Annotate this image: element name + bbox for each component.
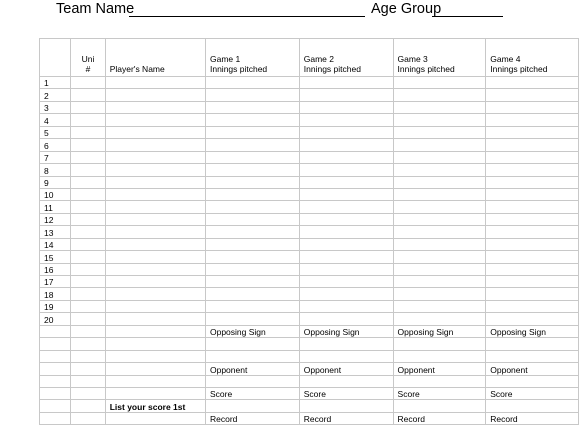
game-1-innings-cell[interactable]: [205, 89, 299, 101]
player-name-cell[interactable]: [105, 77, 205, 89]
game-4-innings-cell[interactable]: [486, 238, 579, 250]
table-row: [40, 77, 579, 89]
row-number: 19: [40, 300, 71, 312]
game-3-innings-cell[interactable]: [393, 313, 486, 325]
game-1-innings-cell[interactable]: [205, 139, 299, 151]
record-row: [40, 412, 579, 424]
game-4-innings-cell[interactable]: [486, 77, 579, 89]
row-number: 7: [40, 151, 71, 163]
table-row: [40, 213, 579, 225]
table-row: [40, 226, 579, 238]
row-number: 15: [40, 251, 71, 263]
game-2-innings-cell[interactable]: [299, 126, 393, 138]
game-3-innings-cell[interactable]: [393, 288, 486, 300]
game-2-innings-cell[interactable]: [299, 151, 393, 163]
game-2-opponent-label: Opponent: [299, 363, 393, 375]
game-3-entry-cell[interactable]: [393, 375, 486, 387]
game-1-opponent-label: Opponent: [205, 363, 299, 375]
game-2-innings-cell[interactable]: [299, 226, 393, 238]
empty-cell: [105, 375, 205, 387]
game-2-title: Game 2: [303, 54, 335, 64]
empty-cell: [71, 338, 105, 350]
game-1-innings-cell[interactable]: [205, 188, 299, 200]
uni-number-cell[interactable]: [71, 77, 105, 89]
game-4-innings-cell[interactable]: [486, 139, 579, 151]
game-2-innings-cell[interactable]: [299, 201, 393, 213]
empty-cell: [71, 325, 105, 337]
table-row: [40, 164, 579, 176]
empty-cell: [71, 375, 105, 387]
table-row: [40, 300, 579, 312]
game-4-innings-cell[interactable]: [486, 288, 579, 300]
empty-cell: [40, 350, 71, 362]
uni-column-header: Uni #: [71, 39, 105, 77]
game-3-column-header: [393, 39, 486, 77]
game-4-entry-cell[interactable]: [486, 400, 579, 412]
game-2-innings-cell[interactable]: [299, 251, 393, 263]
game-2-opposing-sign-label: Opposing Sign: [299, 325, 393, 337]
row-number: 4: [40, 114, 71, 126]
player-name-cell[interactable]: [105, 213, 205, 225]
uni-number-cell[interactable]: [71, 313, 105, 325]
empty-cell: [71, 350, 105, 362]
game-2-innings-cell[interactable]: [299, 114, 393, 126]
game-2-record-label: Record: [299, 412, 393, 424]
game-2-innings-cell[interactable]: [299, 213, 393, 225]
empty-cell: [71, 363, 105, 375]
game-4-innings-cell[interactable]: [486, 213, 579, 225]
player-name-cell[interactable]: [105, 126, 205, 138]
game-4-innings-cell[interactable]: [486, 89, 579, 101]
game-2-innings-cell[interactable]: [299, 263, 393, 275]
game-2-innings-cell[interactable]: [299, 176, 393, 188]
game-3-entry-cell[interactable]: [393, 350, 486, 362]
row-number: 9: [40, 176, 71, 188]
uni-number-cell[interactable]: [71, 176, 105, 188]
game-3-innings-cell[interactable]: [393, 77, 486, 89]
opponent-row: [40, 363, 579, 375]
form-header: [0, 0, 580, 24]
row-number: 10: [40, 188, 71, 200]
empty-cell: [40, 400, 71, 412]
empty-cell: [40, 363, 71, 375]
game-2-score-label: Score: [299, 387, 393, 399]
game-4-title: Game 4: [490, 54, 521, 64]
game-1-opposing-sign-label: Opposing Sign: [205, 325, 299, 337]
game-1-entry-cell[interactable]: [205, 375, 299, 387]
empty-cell: [40, 412, 71, 424]
uni-number-cell[interactable]: [71, 126, 105, 138]
game-3-innings-cell[interactable]: [393, 188, 486, 200]
empty-cell: [71, 387, 105, 399]
age-group-label: Age Group: [371, 1, 442, 17]
game-3-innings-cell[interactable]: [393, 126, 486, 138]
game-4-innings-cell[interactable]: [486, 126, 579, 138]
game-1-title: Game 1: [209, 54, 241, 64]
game-1-entry-cell[interactable]: [205, 400, 299, 412]
row-number: 1: [40, 77, 71, 89]
table-row: [40, 139, 579, 151]
uni-number-cell[interactable]: [71, 164, 105, 176]
game-2-innings-cell[interactable]: [299, 238, 393, 250]
player-name-cell[interactable]: [105, 238, 205, 250]
game-2-innings-cell[interactable]: [299, 139, 393, 151]
table-row: [40, 313, 579, 325]
list-score-note: List your score 1st: [105, 400, 205, 412]
game-1-score-label: Score: [205, 387, 299, 399]
empty-cell: [105, 363, 205, 375]
uni-number-cell[interactable]: [71, 151, 105, 163]
player-name-cell[interactable]: [105, 176, 205, 188]
game-3-score-label: Score: [393, 387, 486, 399]
uni-number-cell[interactable]: [71, 188, 105, 200]
game-3-entry-cell[interactable]: [393, 400, 486, 412]
game-1-innings-cell[interactable]: [205, 164, 299, 176]
game-1-subtitle: Innings pitched: [209, 64, 268, 74]
row-number: 2: [40, 89, 71, 101]
table-row: [40, 288, 579, 300]
opponent-entry-row: [40, 375, 579, 387]
uni-number-cell[interactable]: [71, 213, 105, 225]
game-1-innings-cell[interactable]: [205, 313, 299, 325]
empty-cell: [40, 338, 71, 350]
row-number: 6: [40, 139, 71, 151]
row-number: 18: [40, 288, 71, 300]
game-4-score-label: Score: [486, 387, 579, 399]
game-4-innings-cell[interactable]: [486, 188, 579, 200]
table-row: [40, 89, 579, 101]
header-row: [40, 39, 579, 77]
game-1-innings-cell[interactable]: [205, 77, 299, 89]
row-number: 14: [40, 238, 71, 250]
player-name-column-header: Player's Name: [105, 39, 205, 77]
player-name-cell[interactable]: [105, 114, 205, 126]
game-2-innings-cell[interactable]: [299, 164, 393, 176]
team-name-label: Team Name: [56, 1, 135, 17]
table-row: [40, 101, 579, 113]
uni-number-cell[interactable]: [71, 101, 105, 113]
game-2-entry-cell[interactable]: [299, 375, 393, 387]
game-4-innings-cell[interactable]: [486, 176, 579, 188]
game-3-innings-cell[interactable]: [393, 101, 486, 113]
game-1-innings-cell[interactable]: [205, 114, 299, 126]
player-name-cell[interactable]: [105, 151, 205, 163]
score-row: [40, 387, 579, 399]
game-1-innings-cell[interactable]: [205, 201, 299, 213]
blank-row: [40, 350, 579, 362]
game-2-entry-cell[interactable]: [299, 338, 393, 350]
empty-cell: [71, 412, 105, 424]
table-row: [40, 238, 579, 250]
game-2-column-header: [299, 39, 393, 77]
game-1-innings-cell[interactable]: [205, 300, 299, 312]
empty-cell: [40, 375, 71, 387]
game-4-innings-cell[interactable]: [486, 114, 579, 126]
game-3-title: Game 3: [397, 54, 428, 64]
player-name-cell[interactable]: [105, 300, 205, 312]
row-number: 3: [40, 101, 71, 113]
empty-cell: [40, 325, 71, 337]
game-4-subtitle: Innings pitched: [490, 64, 548, 74]
uni-number-cell[interactable]: [71, 139, 105, 151]
game-2-innings-cell[interactable]: [299, 288, 393, 300]
game-3-innings-cell[interactable]: [393, 176, 486, 188]
game-4-opponent-label: Opponent: [486, 363, 579, 375]
game-4-innings-cell[interactable]: [486, 201, 579, 213]
uni-number-cell[interactable]: [71, 89, 105, 101]
game-4-entry-cell[interactable]: [486, 375, 579, 387]
game-1-entry-cell[interactable]: [205, 338, 299, 350]
player-name-cell[interactable]: [105, 164, 205, 176]
game-1-innings-cell[interactable]: [205, 101, 299, 113]
game-1-record-label: Record: [205, 412, 299, 424]
row-number: 16: [40, 263, 71, 275]
player-name-cell[interactable]: [105, 89, 205, 101]
uni-number-cell[interactable]: [71, 201, 105, 213]
game-3-innings-cell[interactable]: [393, 226, 486, 238]
game-1-innings-cell[interactable]: [205, 288, 299, 300]
player-name-cell[interactable]: [105, 251, 205, 263]
table-row: [40, 276, 579, 288]
empty-cell: [105, 412, 205, 424]
game-3-innings-cell[interactable]: [393, 164, 486, 176]
player-name-cell[interactable]: [105, 263, 205, 275]
uni-number-cell[interactable]: [71, 251, 105, 263]
game-3-entry-cell[interactable]: [393, 338, 486, 350]
game-3-innings-cell[interactable]: [393, 89, 486, 101]
game-4-opposing-sign-label: Opposing Sign: [486, 325, 579, 337]
age-group-field[interactable]: [432, 16, 503, 17]
game-1-entry-cell[interactable]: [205, 350, 299, 362]
empty-cell: [105, 338, 205, 350]
game-4-innings-cell[interactable]: [486, 300, 579, 312]
uni-number-cell[interactable]: [71, 238, 105, 250]
game-2-entry-cell[interactable]: [299, 400, 393, 412]
table-row: [40, 151, 579, 163]
table-row: [40, 251, 579, 263]
team-name-field[interactable]: [129, 16, 365, 17]
opposing-sign-row: [40, 325, 579, 337]
player-name-cell[interactable]: [105, 313, 205, 325]
game-4-entry-cell[interactable]: [486, 338, 579, 350]
game-3-innings-cell[interactable]: [393, 276, 486, 288]
empty-cell: [105, 387, 205, 399]
empty-cell: [105, 325, 205, 337]
empty-cell: [71, 400, 105, 412]
table-row: [40, 188, 579, 200]
player-name-cell[interactable]: [105, 201, 205, 213]
table-row: [40, 201, 579, 213]
row-number: 8: [40, 164, 71, 176]
empty-cell: [105, 350, 205, 362]
game-3-subtitle: Innings pitched: [397, 64, 455, 74]
number-column-header: [40, 39, 71, 77]
game-3-innings-cell[interactable]: [393, 213, 486, 225]
game-4-innings-cell[interactable]: [486, 226, 579, 238]
game-3-record-label: Record: [393, 412, 486, 424]
row-number: 11: [40, 201, 71, 213]
table-row: [40, 114, 579, 126]
row-number: 17: [40, 276, 71, 288]
game-4-innings-cell[interactable]: [486, 263, 579, 275]
game-3-innings-cell[interactable]: [393, 151, 486, 163]
game-1-innings-cell[interactable]: [205, 238, 299, 250]
game-1-innings-cell[interactable]: [205, 213, 299, 225]
game-3-innings-cell[interactable]: [393, 201, 486, 213]
game-2-innings-cell[interactable]: [299, 101, 393, 113]
row-number: 12: [40, 213, 71, 225]
player-name-cell[interactable]: [105, 288, 205, 300]
uni-number-cell[interactable]: [71, 114, 105, 126]
player-name-cell[interactable]: [105, 276, 205, 288]
score-entry-row: [40, 400, 579, 412]
game-3-opposing-sign-label: Opposing Sign: [393, 325, 486, 337]
game-4-innings-cell[interactable]: [486, 276, 579, 288]
player-name-cell[interactable]: [105, 101, 205, 113]
game-4-innings-cell[interactable]: [486, 251, 579, 263]
game-3-opponent-label: Opponent: [393, 363, 486, 375]
game-1-column-header: [205, 39, 299, 77]
game-1-innings-cell[interactable]: [205, 176, 299, 188]
game-3-innings-cell[interactable]: [393, 114, 486, 126]
row-number: 13: [40, 226, 71, 238]
game-2-entry-cell[interactable]: [299, 350, 393, 362]
game-1-innings-cell[interactable]: [205, 276, 299, 288]
table-row: [40, 176, 579, 188]
game-1-innings-cell[interactable]: [205, 251, 299, 263]
game-3-innings-cell[interactable]: [393, 238, 486, 250]
table-row: [40, 263, 579, 275]
pitching-roster-table: [39, 38, 579, 425]
row-number: 5: [40, 126, 71, 138]
game-4-innings-cell[interactable]: [486, 101, 579, 113]
game-2-innings-cell[interactable]: [299, 89, 393, 101]
uni-number-cell[interactable]: [71, 300, 105, 312]
game-2-innings-cell[interactable]: [299, 188, 393, 200]
game-2-innings-cell[interactable]: [299, 300, 393, 312]
game-4-column-header: [486, 39, 579, 77]
game-3-innings-cell[interactable]: [393, 139, 486, 151]
uni-number-cell[interactable]: [71, 288, 105, 300]
uni-number-cell[interactable]: [71, 226, 105, 238]
uni-number-cell[interactable]: [71, 263, 105, 275]
row-number: 20: [40, 313, 71, 325]
uni-number-cell[interactable]: [71, 276, 105, 288]
game-4-entry-cell[interactable]: [486, 350, 579, 362]
empty-cell: [40, 387, 71, 399]
player-name-cell[interactable]: [105, 139, 205, 151]
game-1-innings-cell[interactable]: [205, 263, 299, 275]
game-1-innings-cell[interactable]: [205, 126, 299, 138]
game-3-innings-cell[interactable]: [393, 263, 486, 275]
player-name-cell[interactable]: [105, 188, 205, 200]
table-row: [40, 126, 579, 138]
game-4-record-label: Record: [486, 412, 579, 424]
game-4-innings-cell[interactable]: [486, 151, 579, 163]
game-4-innings-cell[interactable]: [486, 313, 579, 325]
game-2-subtitle: Innings pitched: [303, 64, 361, 74]
game-2-innings-cell[interactable]: [299, 276, 393, 288]
player-name-cell[interactable]: [105, 226, 205, 238]
game-3-innings-cell[interactable]: [393, 300, 486, 312]
game-4-innings-cell[interactable]: [486, 164, 579, 176]
game-2-innings-cell[interactable]: [299, 313, 393, 325]
game-3-innings-cell[interactable]: [393, 251, 486, 263]
opposing-sign-entry-row: [40, 338, 579, 350]
game-2-innings-cell[interactable]: [299, 77, 393, 89]
game-1-innings-cell[interactable]: [205, 151, 299, 163]
game-1-innings-cell[interactable]: [205, 226, 299, 238]
